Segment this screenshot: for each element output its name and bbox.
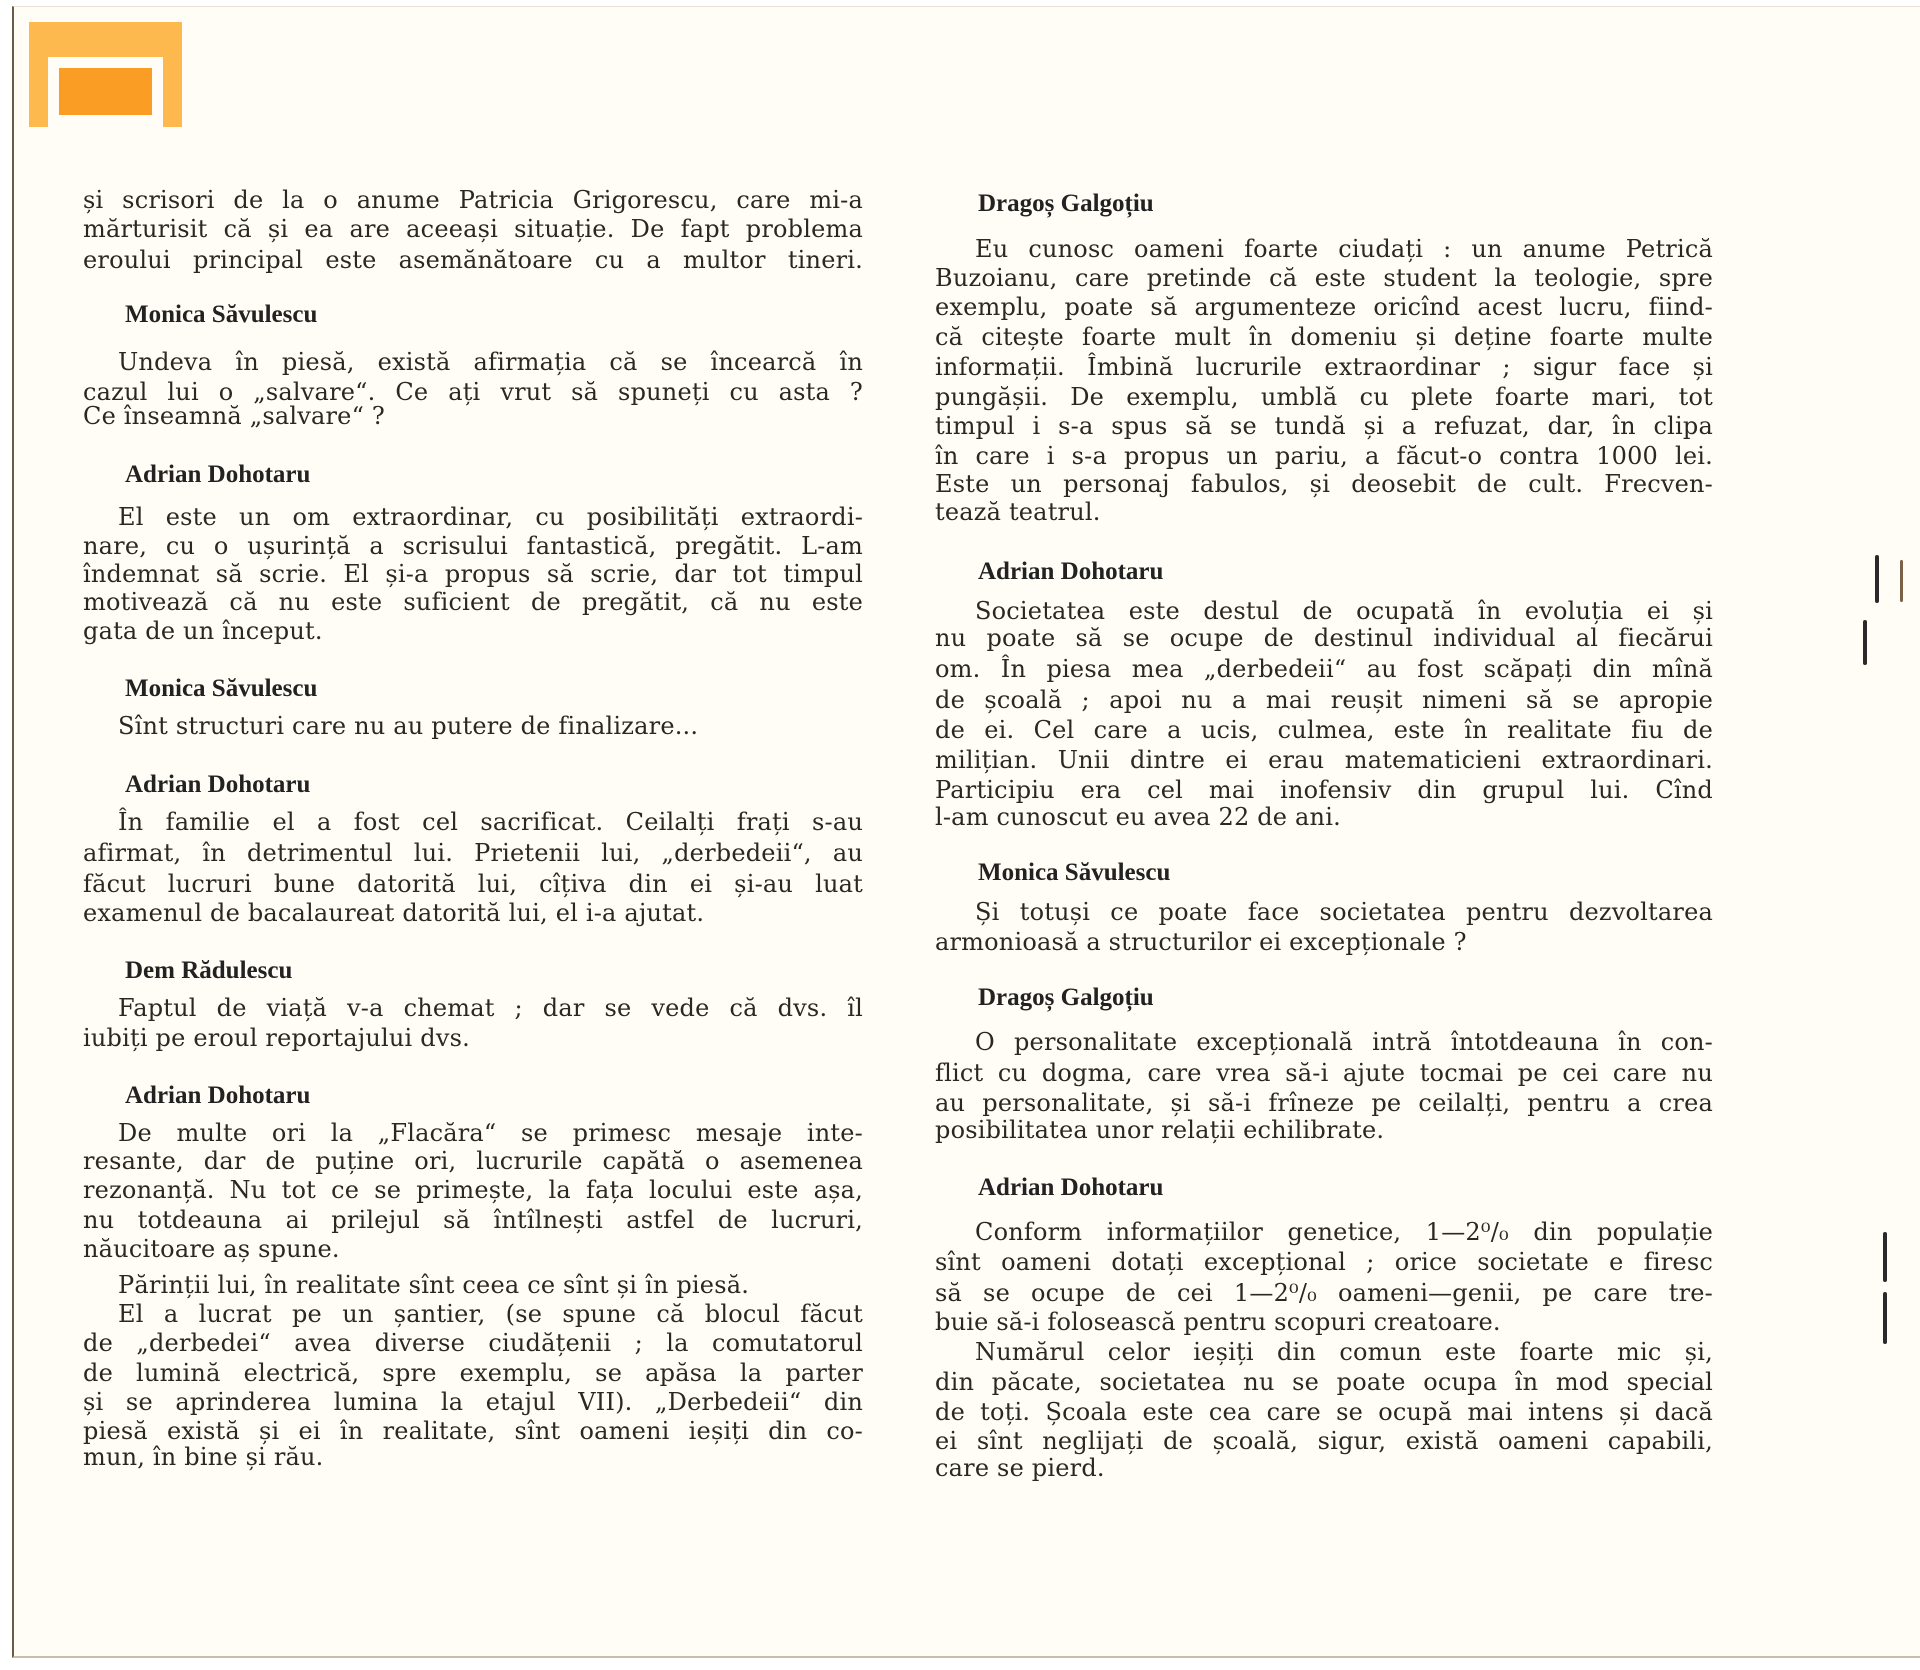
text-line: Buzoianu, care pretinde că este student la teologie, spre	[935, 264, 1713, 292]
text-line: de școală ; apoi nu a mai reușit nimeni să se apropie	[935, 686, 1713, 714]
text-line: eroului principal este asemănătoare cu a multor tineri.	[83, 246, 863, 274]
text-line: motivează că nu este suficient de pregătit, că nu este	[83, 588, 863, 616]
text-line: rezonanță. Nu tot ce se primește, la fața locului este așa,	[83, 1176, 863, 1204]
text-line: Participiu era cel mai inofensiv din grupul lui. Cînd	[935, 776, 1713, 804]
text-line: O personalitate excepțională intră întotdeauna în con-	[975, 1028, 1713, 1056]
publication-logo	[29, 22, 182, 127]
binding-mark	[1900, 560, 1903, 602]
speaker-name: Adrian Dohotaru	[978, 1174, 1164, 1201]
text-line: nare, cu o ușurință a scrisului fantastică, pregătit. L-am	[83, 532, 863, 560]
speaker-name: Monica Săvulescu	[125, 301, 318, 328]
logo-frame-right	[163, 57, 182, 127]
logo-frame-top	[29, 22, 182, 57]
text-line: El este un om extraordinar, cu posibilități extraordi-	[118, 503, 863, 531]
text-line: care se pierd.	[935, 1454, 1105, 1482]
text-line: Undeva în piesă, există afirmația că se încearcă în	[118, 348, 863, 376]
speaker-name: Dem Rădulescu	[125, 957, 293, 984]
text-line: afirmat, în detrimentul lui. Prietenii lui, „derbedeii“, au	[83, 839, 863, 867]
speaker-name: Monica Săvulescu	[978, 859, 1171, 886]
text-line: resante, dar de puține ori, lucrurile capătă o asemenea	[83, 1147, 863, 1175]
text-line: Părinții lui, în realitate sînt ceea ce sînt și în piesă.	[118, 1271, 750, 1299]
text-line: îndemnat să scrie. El și-a propus să scrie, dar tot timpul	[83, 560, 863, 588]
text-line: om. În piesa mea „derbedeii“ au fost scăpați din mînă	[935, 655, 1713, 683]
text-line: exemplu, poate să argumenteze oricînd acest lucru, fiind-	[935, 293, 1713, 321]
text-line: posibilitatea unor relații echilibrate.	[935, 1116, 1385, 1144]
text-line: piesă există și ei în realitate, sînt oameni ieșiți din co-	[83, 1417, 863, 1445]
text-line: de ei. Cel care a ucis, culmea, este în realitate fiu de	[935, 716, 1713, 744]
text-line: ei sînt neglijați de școală, sigur, există oameni capabili,	[935, 1427, 1713, 1455]
text-line: El a lucrat pe un șantier, (se spune că blocul făcut	[118, 1300, 863, 1328]
text-line: că citește foarte mult în domeniu și deține foarte multe	[935, 323, 1713, 351]
text-line: Numărul celor ieșiți din comun este foarte mic și,	[975, 1338, 1713, 1366]
text-line: năucitoare aș spune.	[83, 1235, 340, 1263]
text-line: din păcate, societatea nu se poate ocupa în mod special	[935, 1368, 1713, 1396]
text-line: Conform informațiilor genetice, 1—2⁰/₀ din populație	[975, 1218, 1713, 1246]
speaker-name: Adrian Dohotaru	[125, 461, 311, 488]
text-line: Societatea este destul de ocupată în evoluția ei și	[975, 597, 1713, 625]
text-line: să se ocupe de cei 1—2⁰/₀ oameni—genii, pe care tre-	[935, 1279, 1713, 1307]
text-line: nu totdeauna ai prilejul să întîlnești astfel de lucruri,	[83, 1206, 863, 1234]
text-line: gata de un început.	[83, 617, 323, 645]
text-line: milițian. Unii dintre ei erau matematicieni extraordinari.	[935, 746, 1713, 774]
text-line: au personalitate, și să-i frîneze pe ceilalți, pentru a crea	[935, 1089, 1713, 1117]
text-line: Sînt structuri care nu au putere de finalizare...	[118, 712, 699, 740]
speaker-name: Dragoș Galgoțiu	[978, 984, 1154, 1011]
text-line: buie să-i folosească pentru scopuri creatoare.	[935, 1308, 1501, 1336]
text-line: și se aprinderea lumina la etajul VII). „Derbedeii“ din	[83, 1388, 863, 1416]
text-line: De multe ori la „Flacăra“ se primesc mesaje inte-	[118, 1119, 863, 1147]
text-line: sînt oameni dotați excepțional ; orice societate e firesc	[935, 1248, 1713, 1276]
text-line: nu poate să se ocupe de destinul individual al fiecărui	[935, 624, 1713, 652]
text-line: mun, în bine și rău.	[83, 1443, 324, 1471]
text-line: cazul lui o „salvare“. Ce ați vrut să spuneți cu asta ?	[83, 378, 863, 406]
text-line: examenul de bacalaureat datorită lui, el i-a ajutat.	[83, 899, 705, 927]
text-line: flict cu dogma, care vrea să-i ajute tocmai pe cei care nu	[935, 1059, 1713, 1087]
text-line: Eu cunosc oameni foarte ciudați : un anume Petrică	[975, 235, 1713, 263]
text-line: mărturisit că și ea are aceeași situație. De fapt problema	[83, 215, 863, 243]
speaker-name: Adrian Dohotaru	[978, 558, 1164, 585]
speaker-name: Adrian Dohotaru	[125, 1082, 311, 1109]
text-line: făcut lucruri bune datorită lui, cîțiva din ei și-au luat	[83, 870, 863, 898]
staple-mark	[1883, 1292, 1887, 1344]
speaker-name: Adrian Dohotaru	[125, 771, 311, 798]
text-line: În familie el a fost cel sacrificat. Ceilalți frați s-au	[118, 808, 863, 836]
text-line: și scrisori de la o anume Patricia Grigorescu, care mi-a	[83, 186, 863, 214]
logo-frame-left	[29, 57, 48, 127]
binding-mark	[1863, 620, 1867, 665]
staple-mark	[1883, 1232, 1887, 1282]
text-line: de lumină electrică, spre exemplu, se apăsa la parter	[83, 1359, 863, 1387]
text-line: Este un personaj fabulos, și deosebit de cult. Frecven-	[935, 470, 1713, 498]
text-line: timpul i s-a spus să se tundă și a refuzat, dar, în clipa	[935, 412, 1713, 440]
text-line: Ce înseamnă „salvare“ ?	[83, 402, 385, 430]
text-line: armonioasă a structurilor ei excepționale ?	[935, 928, 1467, 956]
speaker-name: Monica Săvulescu	[125, 675, 318, 702]
text-line: informații. Îmbină lucrurile extraordinar ; sigur face și	[935, 353, 1713, 381]
text-line: Și totuși ce poate face societatea pentru dezvoltarea	[975, 898, 1713, 926]
text-line: de toți. Școala este cea care se ocupă mai intens și dacă	[935, 1398, 1713, 1426]
text-line: pungășii. De exemplu, umblă cu plete foarte mari, tot	[935, 383, 1713, 411]
logo-inner-block	[59, 68, 152, 115]
text-line: tează teatrul.	[935, 498, 1101, 526]
text-line: iubiți pe eroul reportajului dvs.	[83, 1024, 470, 1052]
text-line: l-am cunoscut eu avea 22 de ani.	[935, 803, 1341, 831]
text-line: Faptul de viață v-a chemat ; dar se vede că dvs. îl	[118, 994, 863, 1022]
binding-mark	[1875, 555, 1879, 603]
text-line: în care i s-a propus un pariu, a făcut-o contra 1000 lei.	[935, 442, 1713, 470]
text-line: de „derbedei“ avea diverse ciudățenii ; la comutatorul	[83, 1329, 863, 1357]
speaker-name: Dragoș Galgoțiu	[978, 190, 1154, 217]
